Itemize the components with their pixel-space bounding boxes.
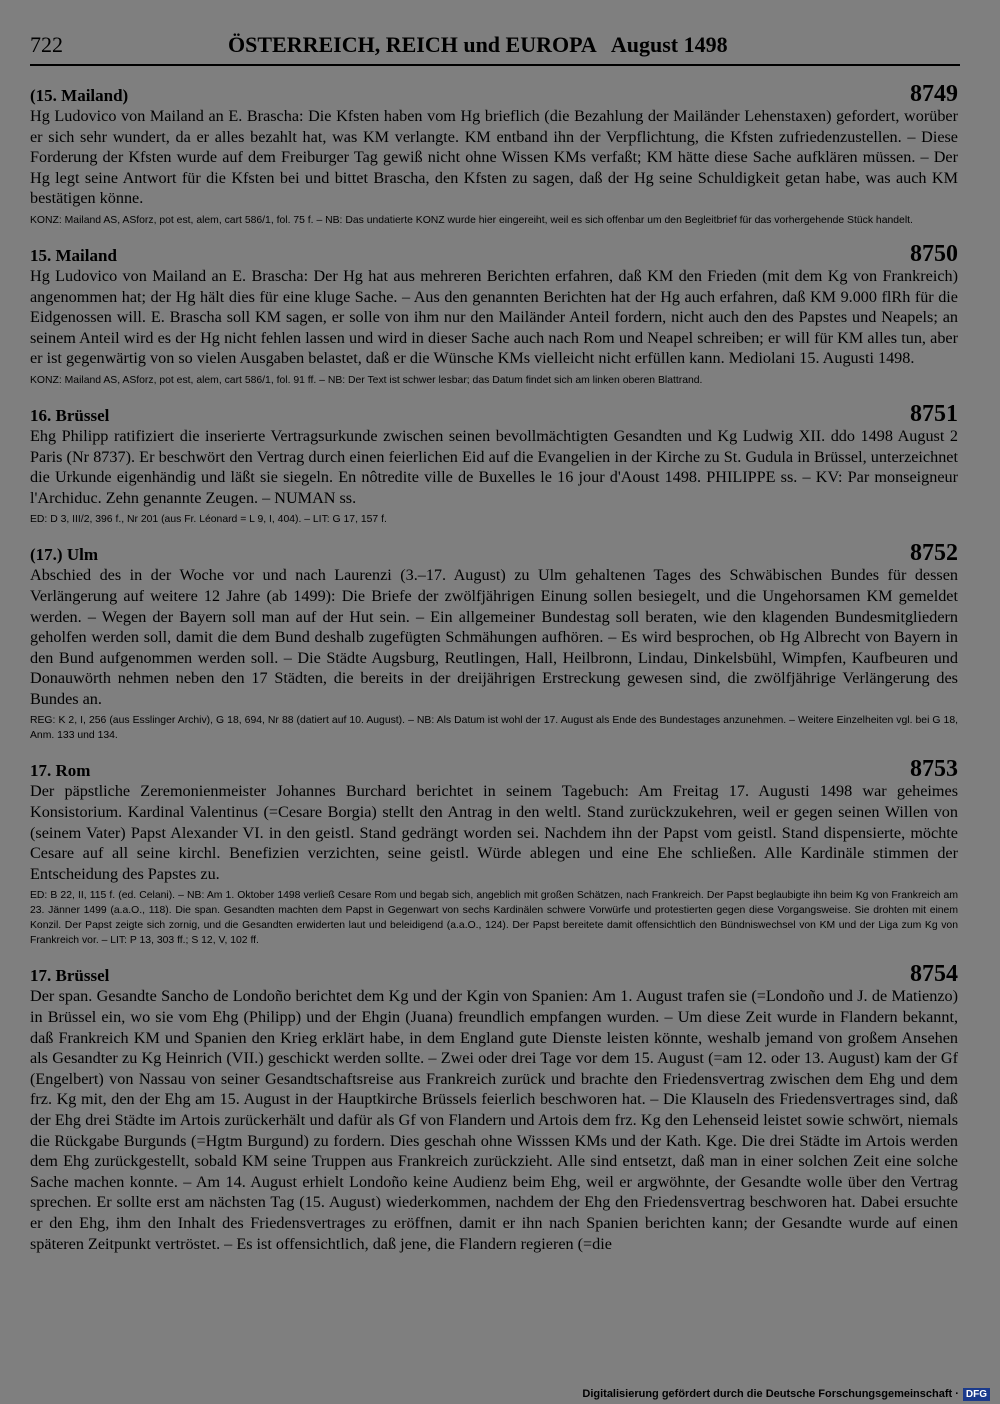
entry-place: (15. Mailand)	[30, 86, 129, 105]
entry-source-note: REG: K 2, I, 256 (aus Esslinger Archiv), G 18, 694, Nr 88 (datiert auf 10. August). – NB: Als Datum ist wohl der 17. August als Ende des Bundestages anzunehmen. – Weitere Einzelheiten vgl. bei G 18, Anm. 133 und 134.	[30, 715, 958, 742]
entry-8749	[30, 82, 958, 228]
entry-source-note: KONZ: Mailand AS, ASforz, pot est, alem, cart 586/1, fol. 75 f. – NB: Das undatierte KONZ wurde hier eingereiht, weil es sich offenbar um den Begleitbrief für das vorhergehende Stück handelt.	[30, 214, 913, 226]
entry-number: 8754	[910, 961, 958, 988]
entry-text: Hg Ludovico von Mailand an E. Brascha: Der Hg hat aus mehreren Berichten erfahren, daß KM den Frieden (mit dem Kg von Frankreich) angenommen hat; der Hg hält dies für eine kluge Sache. – Aus den genannten Berichten hat der Hg auch erfahren, daß KM 9.000 flRh für die Eidgenossen will. E. Brascha soll KM sagen, er solle von ihm nur den Mailänder Anteil fordern, nicht auch den des Papstes und Neapels; an seinem Anteil wird es der Hg nicht fehlen lassen und wird in dieser Sache auch nach Rom und Neapel schreiben; er will für KM alles tun, aber er ist gegenwärtig von so vielen Ausgaben belastet, daß er die Wünsche KMs vielleicht nicht erfüllen kann. Mediolani 15. Augusti 1498.	[30, 266, 958, 368]
entry-text: Ehg Philipp ratifiziert die inserierte Vertragsurkunde zwischen seinen bevollmächtigten Gesandten und Kg Ludwig XII. ddo 1498 August 2 Paris (Nr 8737). Er beschwört den Vertrag durch einen feierlichen Eid auf die Evangelien in der Kirche zu St. Gudula in Brüssel, unterzeichnet die Urkunde eigenhändig und läßt sie siegeln. En nôtredite ville de Buxelles le 16 jour d'Aoust 1498. PHILIPPE ss. – KV: Par monseigneur l'Archiduc. Zehn genannte Zeugen. – NUMAN ss.	[30, 426, 958, 507]
entry-heading	[30, 82, 958, 106]
entry-8751	[30, 402, 958, 527]
entry-text: Abschied des in der Woche vor und nach Laurenzi (3.–17. August) zu Ulm gehaltenen Tages des Schwäbischen Bundes für dessen Verlängerung auf weitere 12 Jahre (ab 1499): Die Briefe der zwölfjährigen Einung sollen besiegelt, und die Ungehorsamen KM gemeldet werden. – Wegen der Bayern soll man auf der Hut sein. – Ein allgemeiner Bundestag soll beraten, wie den klagenden Bundesmitgliedern geholfen werden soll, damit die dem Bund deshalb zugefügten Schmähungen aufhören. – Es wird besprochen, ob Hg Albrecht von Bayern in den Bund aufgenommen werden soll. – Die Städte Augsburg, Reutlingen, Hall, Heilbronn, Lindau, Dinkelsbühl, Wimpfen, Kaufbeuren und Donauwörth nehmen neben den 17 Städten, die bereits in der dreijährigen Erstreckung gewesen sind, die zwölfjährige Verlängerung des Bundes an.	[30, 566, 958, 708]
entry-place: 17. Rom	[30, 761, 91, 781]
entry-heading	[30, 541, 958, 565]
entry-8753	[30, 757, 958, 948]
entry-source-note: ED: D 3, III/2, 396 f., Nr 201 (aus Fr. Léonard = L 9, I, 404). – LIT: G 17, 157 f.	[30, 514, 387, 526]
entry-text: Der span. Gesandte Sancho de Londoño berichtet dem Kg und der Kgin von Spanien: Am 1. August trafen sie (=Londoño und J. de Matienzo) in Brüssel ein, wo sie vom Ehg (Philipp) und der Ehgin (Juana) freundlich empfangen wurden. – Um diese Zeit wurde in Flandern bekannt, daß Frankreich KM und Spanien den Krieg erklärt habe, in dem England gute Dienste leisten könnte, weshalb jemand von großem Ansehen als Gesandter zu Kg Heinrich (VII.) geschickt werden sollte. – Zwei oder drei Tage vor dem 15. August (=am 12. oder 13. August) kam der Gf (Engelbert) von Nassau von seiner Gesandtschaftsreise aus Frankreich zurück und brachte den Friedensvertrag zwischen dem Ehg und dem frz. Kg mit, den der Ehg am 15. August in der Hauptkirche Brüssels feierlich beschworen hat. – Die Klauseln des Friedensvertrages sind, daß der Ehg drei Städte im Artois zurückerhält und dafür als Gf von Flandern und Artois dem frz. Kg den Lehenseid leistet sowie schwört, niemals die Rückgabe Burgunds (=Hgtm Burgund) zu fordern. Dies geschah ohne Wisssen KMs und der Kath. Kge. Die drei Städte im Artois werden dem Ehg zurückgestellt, sobald KM seine Truppen aus Frankreich zurückzieht. Alle sind entsetzt, daß man in einer solchen Zeit eine solche Sache machen konnte. – Am 14. August erhielt Londoño keine Audienz beim Ehg, weil er argwöhnte, der Gesandte wolle über den Vertrag sprechen. Er sollte erst am nächsten Tag (15. August) wiederkommen, nachdem der Ehg den Friedensvertrag beschworen hat. Dabei ersuchte er den Ehg, ihm den Inhalt des Friedensvertrages zu eröffnen, damit er ihn nach Spanien berichten kann; der Gesandte wurde auf einen späteren Zeitpunkt vertröstet. – Es ist offensichtlich, daß jene, die Flandern regieren (=die	[30, 987, 958, 1253]
entry-text: Der päpstliche Zeremonienmeister Johannes Burchard berichtet in seinem Tagebuch: Am Freitag 17. Augusti 1498 war geheimes Konsistorium. Kardinal Valentinus (=Cesare Borgia) stellt den Antrag in den weltl. Stand zurückzukehren, weil er gegen seinen Willen von (seinem Vater) Papst Alexander VI. in den geistl. Stand gedrängt worden sei. Nachdem ihn der Papst vom geistl. Stand dispensierte, möchte Cesare auf all seine kirchl. Benefizien verzichten, seine geistl. Würde ablegen und eine Ehe schließen. Alle Kardinäle stimmen der Entscheidung des Papstes zu.	[30, 782, 958, 883]
credit-text: Digitalisierung gefördert durch die Deutsche Forschungsgemeinschaft ·	[582, 1388, 959, 1400]
entry-number: 8751	[910, 400, 958, 427]
entry-place: 16. Brüssel	[30, 405, 110, 425]
entry-source-note: KONZ: Mailand AS, ASforz, pot est, alem, cart 586/1, fol. 91 ff. – NB: Der Text ist schwer lesbar; das Datum findet sich am linken oberen Blattrand.	[30, 374, 703, 386]
running-title: ÖSTERREICH, REICH und EUROPA August 1498	[228, 32, 728, 57]
entry-8750	[30, 242, 958, 388]
entry-heading	[30, 402, 958, 426]
entry-source-note: ED: B 22, II, 115 f. (ed. Celani). – NB: Am 1. Oktober 1498 verließ Cesare Rom und begab sich, angeblich mit großen Schätzen, nach Frankreich. Der Papst beglaubigte ihn beim Kg von Frankreich am 23. Jänner 1499 (a.a.O., 118). Die span. Gesandten machten dem Papst in Gegenwart von sechs Kardinälen schwere Vorwürfe und protestierten gegen diese Vorgangsweise. Sie drohten mit einem Konzil. Der Papst zeigte sich zornig, und die Gesandten erwiderten laut und beleidigend (a.a.O., 124). Der Papst bereitete damit offensichtlich den Bündniswechsel von KM und der Liga zum Kg von Frankreich vor. – LIT: P 13, 303 ff.; S 12, V, 102 ff.	[30, 890, 958, 947]
entry-heading	[30, 962, 958, 986]
page-body	[30, 82, 958, 1254]
entry-text: Hg Ludovico von Mailand an E. Brascha: Die Kfsten haben vom Hg brieflich (die Bezahlung der Mailänder Lehenstaxen) gefordert, worüber er sich sehr wundert, da er alles bezahlt hat, was KM verlangte. KM entband ihn der Verpflichtung, die Kfsten zufriedenzustellen. – Diese Forderung der Kfsten wurde auf dem Freiburger Tag gewiß nicht ohne Wissen KMs verfaßt; KM hätte diese Sache aufklären müssen. – Der Hg legt seine Antwort für die Kfsten bei und bittet Brascha, den Kfsten zu sagen, daß der Hg seine Schuldigkeit getan habe, was auch KM bestätigen könne.	[30, 107, 958, 208]
entry-number: 8753	[910, 756, 958, 783]
entry-place: (17.) Ulm	[30, 545, 98, 565]
page-number: 722	[30, 32, 63, 57]
entry-heading	[30, 757, 958, 781]
entry-number: 8750	[910, 240, 958, 267]
entry-8754	[30, 962, 958, 1254]
entry-number: 8752	[910, 540, 958, 567]
entry-place: 17. Brüssel	[30, 966, 110, 986]
entry-place: 15. Mailand	[30, 245, 117, 265]
dfg-logo: DFG	[963, 1388, 990, 1401]
entry-number: 8749	[910, 81, 958, 107]
page-header	[30, 28, 960, 66]
entry-8752	[30, 541, 958, 743]
entry-heading	[30, 242, 958, 266]
digitization-credit	[582, 1386, 990, 1402]
